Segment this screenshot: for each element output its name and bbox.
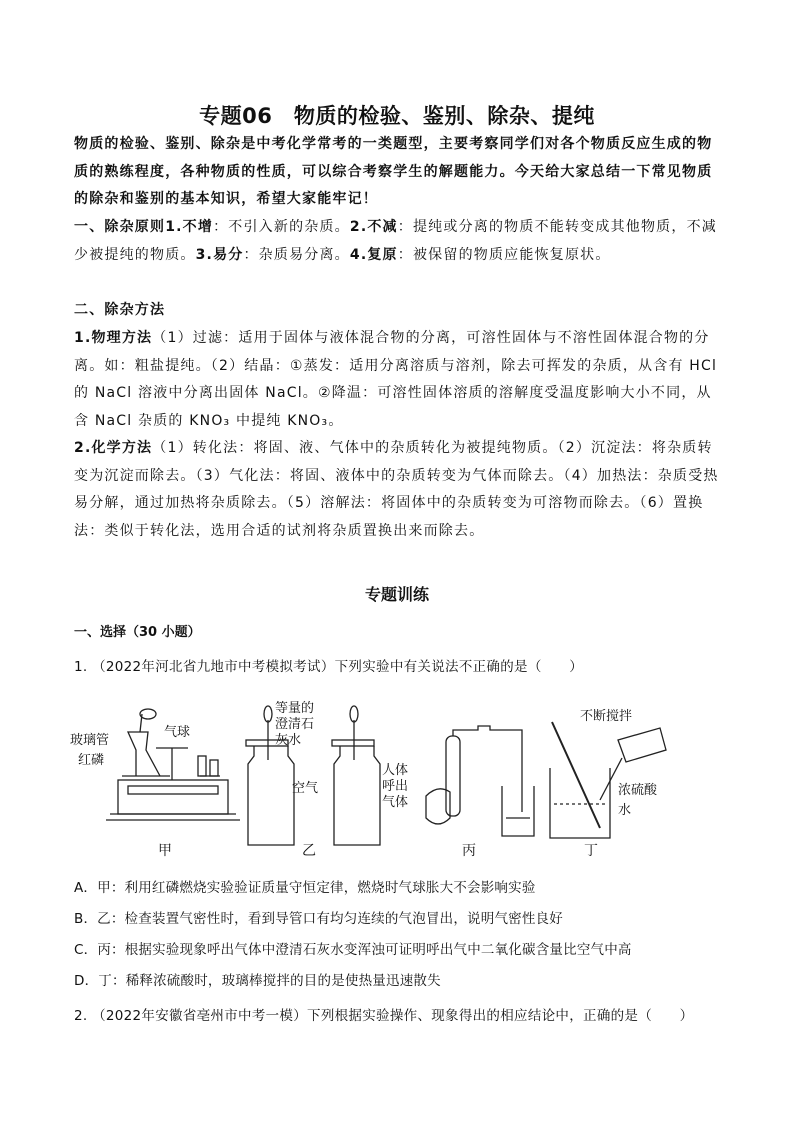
option-c: C．丙：根据实验现象呼出气体中澄清石灰水变浑浊可证明呼出气中二氧化碳含量比空气中高 [74,942,632,958]
label-glass-tube: 玻璃管 [70,733,110,748]
question-2: 2. （2022年安徽省亳州市中考一模）下列根据实验操作、现象得出的相应结论中，正确的是（ ） [74,1008,694,1024]
physical-method-text: （1）过滤：适用于固体与液体混合物的分离，可溶性固体与不溶性固体混合物的分离。如：粗盐提纯。（2）结晶：①蒸发：适用分离溶质与溶剂，除去可挥发的杂质，从含有 HCl 的 NaCl 溶液中分离出固体 NaCl。②降温：可溶性固体溶质的溶解度受温度影响大小不同，从含 NaCl 杂质的 KNO₃ 中提纯 KNO₃。 [74,330,718,429]
caption-bing: 丙 [462,843,476,859]
option-b: B．乙：检查装置气密性时，看到导管口有均匀连续的气泡冒出，说明气密性良好 [74,911,563,927]
intro-paragraph: 物质的检验、鉴别、除杂是中考化学常考的一类题型，主要考察同学们对各个物质反应生成的物质的熟练程度，各种物质的性质，可以综合考察学生的解题能力。今天给大家总结一下常见物质的除杂和鉴别的基本知识，希望大家能牢记！ [74,136,713,207]
principles-paragraph [74,214,724,269]
option-a: A．甲：利用红磷燃烧实验验证质量守恒定律，燃烧时气球胀大不会影响实验 [74,880,536,896]
label-breath-1: 人体 [382,763,409,778]
principles-heading: 一、除杂原则 [74,219,166,235]
option-d: D．丁：稀释浓硫酸时，玻璃棒搅拌的目的是使热量迅速散失 [74,973,441,989]
caption-ding: 丁 [584,843,598,859]
methods-heading: 二、除杂方法 [74,302,166,318]
label-limewater-2: 澄清石 [275,717,315,732]
label-water: 水 [618,803,632,818]
principle-key-2: 2.不减 [349,219,398,235]
caption-yi: 乙 [302,843,316,859]
label-air: 空气 [292,781,319,796]
chemical-method-paragraph [74,435,724,545]
section-title: 专题训练 [364,585,429,604]
principle-text-1: ：不引入新的杂质。 [213,219,350,235]
physical-method-key: 1.物理方法 [74,330,153,346]
label-acid: 浓硫酸 [618,783,658,798]
label-stir: 不断搅拌 [580,709,633,724]
chemical-method-key: 2.化学方法 [74,440,153,456]
label-limewater-1: 等量的 [275,701,315,716]
label-breath-3: 气体 [382,795,409,810]
label-red-phosphorus: 红磷 [78,753,105,768]
page-title: 专题06 物质的检验、鉴别、除杂、提纯 [199,104,595,128]
sub-heading: 一、选择（30 小题） [74,625,201,640]
principle-text-3: ：杂质易分离。 [243,246,350,263]
principle-key-1: 1.不增 [165,219,214,235]
apparatus-ding [550,722,666,838]
label-balloon: 气球 [164,725,191,740]
principle-key-4: 4.复原 [349,246,398,263]
experiment-diagram [70,700,710,860]
principle-key-3: 3.易分 [195,246,244,263]
principle-text-4: ：被保留的物质应能恢复原状。 [397,246,611,263]
physical-method-paragraph [74,325,724,435]
label-limewater-3: 灰水 [275,733,302,748]
chemical-method-text: （1）转化法：将固、液、气体中的杂质转化为被提纯物质。（2）沉淀法：将杂质转变为沉淀而除去。（3）气化法：将固、液体中的杂质转变为气体而除去。（4）加热法：杂质受热易分解，通过加热将杂质除去。（5）溶解法：将固体中的杂质转变为可溶物而除去。（6）置换法：类似于转化法，选用合适的试剂将杂质置换出来而除去。 [74,440,719,539]
caption-jia: 甲 [158,843,172,859]
apparatus-bing [426,726,534,836]
label-breath-2: 呼出 [382,779,409,794]
question-1: 1. （2022年河北省九地市中考模拟考试）下列实验中有关说法不正确的是（ ） [74,659,584,675]
principle-text-2: ：提纯或分离的物质不能转变成其他物质，不减少被提纯的物质。 [74,219,717,263]
experiment-figure [70,700,710,860]
